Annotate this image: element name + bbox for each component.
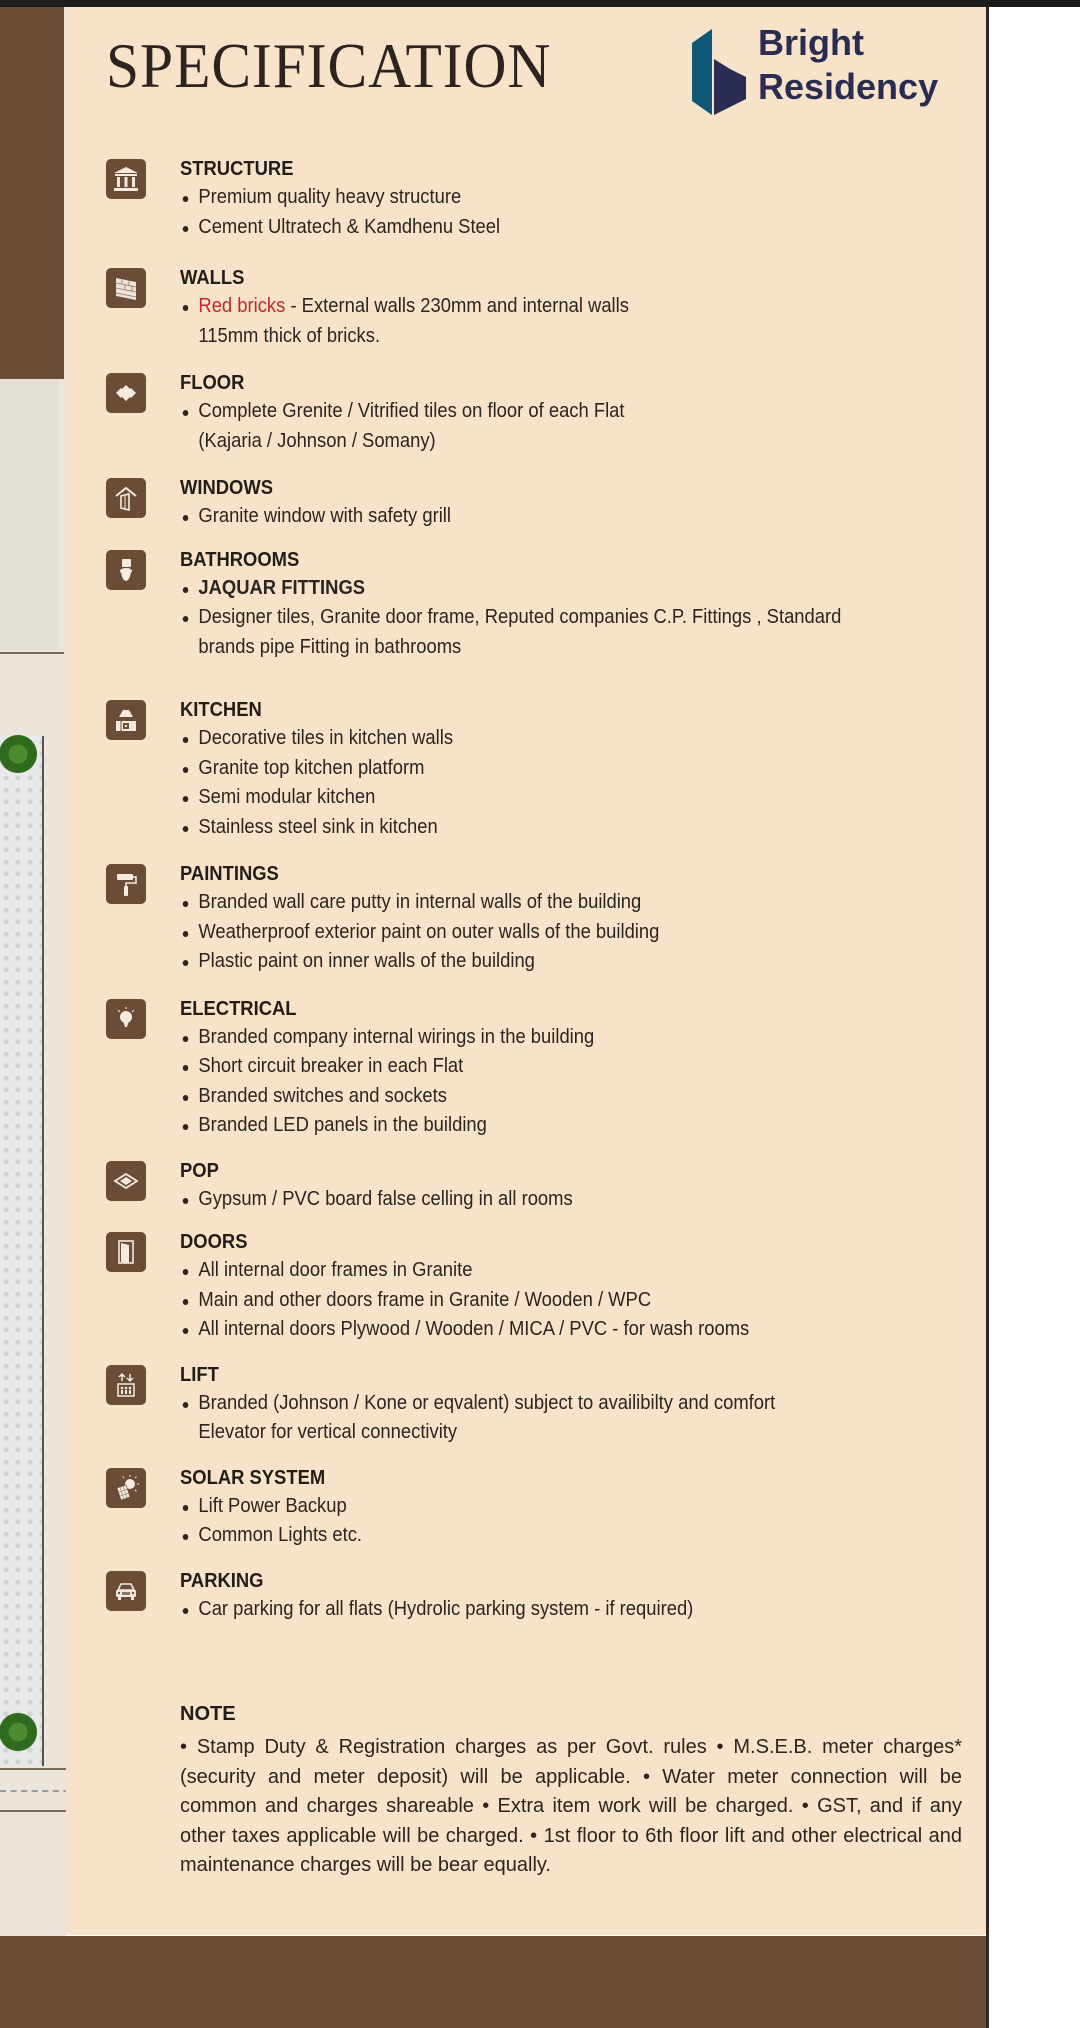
spec-item: Plastic paint on inner walls of the building	[180, 947, 922, 977]
spec-pop	[106, 1157, 986, 1215]
window-icon	[106, 478, 146, 518]
spec-item: Decorative tiles in kitchen walls	[180, 724, 922, 754]
spec-item: Weatherproof exterior paint on outer walls of the building	[180, 918, 922, 948]
adjacent-page-line	[0, 652, 64, 654]
spec-item: Main and other doors frame in Granite / Wooden / WPC	[180, 1286, 922, 1316]
spec-floor	[106, 369, 986, 456]
spec-item: All internal doors Plywood / Wooden / MICA / PVC - for wash rooms	[180, 1315, 922, 1345]
spec-item: Car parking for all flats (Hydrolic parking system - if required)	[180, 1595, 922, 1625]
spec-item: Branded switches and sockets	[180, 1082, 922, 1112]
car-icon	[106, 1571, 146, 1611]
highlight-text: Red bricks	[198, 295, 286, 317]
brand-name-line1: Bright	[758, 22, 864, 63]
spec-structure	[106, 155, 986, 242]
spec-heading: POP	[180, 1159, 219, 1182]
spec-item: Complete Grenite / Vitrified tiles on floor of each Flat	[180, 397, 922, 427]
page-footer-band	[0, 1936, 988, 2028]
spec-item: Gypsum / PVC board false celling in all rooms	[180, 1185, 922, 1215]
spec-heading: BATHROOMS	[180, 548, 300, 571]
spec-item: Branded LED panels in the building	[180, 1111, 922, 1141]
paint-roller-icon	[106, 864, 146, 904]
adjacent-page-brown-block	[0, 7, 64, 379]
spec-item-continuation: (Kajaria / Johnson / Somany)	[198, 429, 436, 452]
spec-item: Stainless steel sink in kitchen	[180, 813, 922, 843]
spec-item: Common Lights etc.	[180, 1521, 922, 1551]
spec-heading: DOORS	[180, 1231, 248, 1253]
spec-item: Short circuit breaker in each Flat	[180, 1052, 922, 1082]
brand-logo	[690, 21, 990, 121]
spec-item-text: - External walls 230mm and internal walls	[285, 295, 629, 317]
light-bulb-icon	[106, 999, 146, 1039]
note-text: • Stamp Duty & Registration charges as per Govt. rules • M.S.E.B. meter charges* (security and meter deposit) will be applicable. • Water meter connection will be common and charges shareable • Extra item work will be charged. • GST, and if any other taxes applicable will be charged. • 1st floor to 6th floor lift and other electrical and maintenance charges will be bear equally.	[180, 1736, 962, 1876]
spec-paintings	[106, 860, 986, 977]
spec-lift	[106, 1361, 986, 1448]
spec-item-continuation: 115mm thick of bricks.	[198, 324, 381, 347]
brick-wall-icon	[106, 268, 146, 308]
note-section	[180, 1699, 962, 1881]
note-heading: NOTE	[180, 1703, 236, 1725]
spec-item: Branded (Johnson / Kone or eqvalent) subject to availibilty and comfort	[180, 1389, 922, 1419]
spec-bathrooms	[106, 546, 986, 663]
spec-heading: KITCHEN	[180, 699, 262, 721]
spec-walls	[106, 264, 986, 351]
spec-heading: STRUCTURE	[180, 158, 294, 180]
adjacent-page-wall	[0, 380, 58, 650]
spec-parking	[106, 1567, 986, 1625]
adjacent-page-lattice-panel	[0, 736, 44, 1766]
spec-item-continuation: Elevator for vertical connectivity	[198, 1421, 458, 1443]
spec-heading: ELECTRICAL	[180, 997, 297, 1020]
spec-heading: SOLAR SYSTEM	[180, 1466, 326, 1489]
spec-kitchen	[106, 696, 986, 842]
spec-heading: WALLS	[180, 267, 245, 289]
spec-item: Granite window with safety grill	[180, 502, 922, 532]
spec-item-continuation: brands pipe Fitting in bathrooms	[198, 635, 462, 658]
building-columns-icon	[106, 159, 146, 199]
page-edge	[986, 7, 989, 2028]
spec-heading: LIFT	[180, 1363, 219, 1386]
kitchen-icon	[106, 700, 146, 740]
elevator-icon	[106, 1365, 146, 1405]
spec-heading: FLOOR	[180, 372, 245, 394]
floor-tiles-icon	[106, 373, 146, 413]
spec-item	[180, 292, 922, 322]
spec-item: Semi modular kitchen	[180, 783, 922, 813]
building-logo-icon	[690, 29, 748, 115]
ceiling-light-icon	[106, 1161, 146, 1201]
spec-windows	[106, 474, 986, 532]
spec-item: Designer tiles, Granite door frame, Reputed companies C.P. Fittings , Standard	[180, 603, 922, 633]
spec-item: Premium quality heavy structure	[180, 183, 922, 213]
top-bar	[0, 0, 1080, 7]
spec-item: Branded company internal wirings in the building	[180, 1023, 922, 1053]
brand-name-line2: Residency	[758, 66, 939, 107]
spec-heading: PARKING	[180, 1569, 264, 1592]
spec-heading: WINDOWS	[180, 477, 274, 499]
spec-item: All internal door frames in Granite	[180, 1256, 922, 1286]
door-icon	[106, 1232, 146, 1272]
spec-item: Cement Ultratech & Kamdhenu Steel	[180, 213, 922, 243]
specification-page	[66, 7, 988, 1935]
toilet-icon	[106, 550, 146, 590]
spec-solar-system	[106, 1464, 986, 1551]
spec-item: Lift Power Backup	[180, 1492, 922, 1522]
spec-electrical	[106, 995, 986, 1141]
specification-list	[106, 155, 986, 1624]
spec-item: Granite top kitchen platform	[180, 754, 922, 784]
page-title: SPECIFICATION	[106, 30, 552, 101]
spec-item: Branded wall care putty in internal walls of the building	[180, 888, 922, 918]
solar-panel-icon	[106, 1468, 146, 1508]
spec-item: JAQUAR FITTINGS	[180, 574, 922, 604]
spec-doors	[106, 1228, 986, 1345]
spec-heading: PAINTINGS	[180, 863, 279, 885]
